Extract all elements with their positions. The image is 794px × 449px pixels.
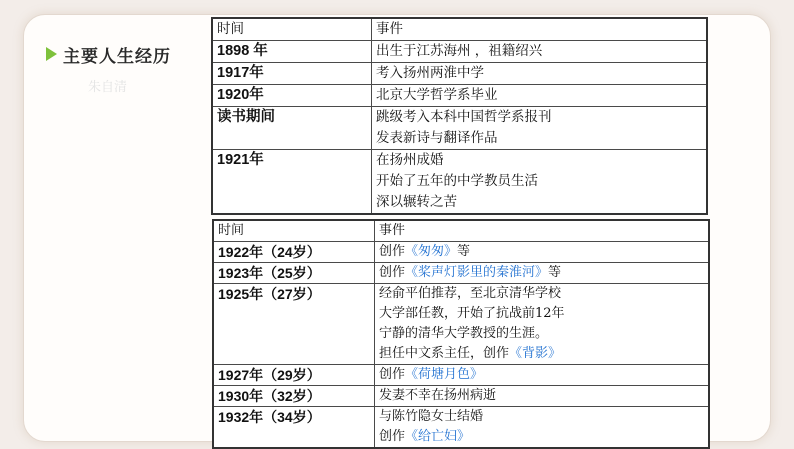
event-cell bbox=[372, 150, 708, 215]
work-title: 《给亡妇》 bbox=[405, 429, 471, 444]
event-line bbox=[379, 304, 704, 324]
event-line bbox=[379, 324, 704, 344]
event-line: 考入扬州两淮中学 bbox=[376, 65, 484, 81]
table-row bbox=[213, 365, 709, 386]
event-line bbox=[379, 427, 704, 447]
section-title: 主要人生经历 bbox=[63, 46, 171, 67]
event-cell bbox=[375, 365, 710, 386]
event-text: 创作 bbox=[379, 429, 406, 444]
event-line bbox=[379, 263, 704, 283]
time-cell: 1925年（27岁） bbox=[213, 284, 375, 365]
column-header: 事件 bbox=[372, 18, 708, 41]
table-row bbox=[212, 107, 707, 150]
work-title: 《背影》 bbox=[509, 346, 562, 361]
event-line: 在扬州成婚 bbox=[376, 152, 444, 168]
table-row bbox=[212, 63, 707, 85]
table-row bbox=[212, 150, 707, 215]
event-cell bbox=[372, 107, 708, 150]
event-cell bbox=[372, 63, 708, 85]
event-cell bbox=[375, 242, 710, 263]
work-title: 《匆匆》 bbox=[405, 244, 458, 259]
time-cell: 1927年（29岁） bbox=[213, 365, 375, 386]
event-line bbox=[379, 407, 704, 427]
event-line: 北京大学哲学系毕业 bbox=[376, 87, 498, 103]
table-row bbox=[213, 284, 709, 365]
table-header-row bbox=[212, 18, 707, 41]
table-header-row bbox=[213, 220, 709, 242]
time-cell: 1917年 bbox=[212, 63, 372, 85]
event-text: 经俞平伯推荐，至北京清华学校 bbox=[379, 286, 562, 301]
column-header: 时间 bbox=[212, 18, 372, 41]
event-line bbox=[379, 344, 704, 364]
event-cell bbox=[375, 386, 710, 407]
time-cell: 1923年（25岁） bbox=[213, 263, 375, 284]
table-row bbox=[212, 41, 707, 63]
event-line bbox=[379, 386, 704, 406]
time-cell: 1932年（34岁） bbox=[213, 407, 375, 449]
time-cell: 1930年（32岁） bbox=[213, 386, 375, 407]
event-text: 发妻不幸在扬州病逝 bbox=[379, 388, 497, 403]
event-line bbox=[379, 365, 704, 385]
table-row bbox=[212, 85, 707, 107]
section-heading bbox=[46, 42, 171, 66]
event-line: 开始了五年的中学教员生活 bbox=[376, 173, 538, 189]
event-line: 发表新诗与翻译作品 bbox=[376, 130, 498, 146]
time-cell: 1921年 bbox=[212, 150, 372, 215]
table-row bbox=[213, 407, 709, 449]
event-line: 出生于江苏海州 ，祖籍绍兴 bbox=[376, 43, 543, 59]
timeline-table-early bbox=[211, 17, 708, 215]
green-triangle-icon bbox=[46, 47, 57, 61]
event-text: 大学部任教，开始了抗战前12年 bbox=[379, 306, 565, 321]
event-text: 宁静的清华大学教授的生涯。 bbox=[379, 326, 549, 341]
event-cell bbox=[375, 284, 710, 365]
event-text: 创作 bbox=[379, 244, 406, 259]
event-text: 创作 bbox=[379, 265, 406, 280]
event-text: 等 bbox=[548, 265, 562, 280]
event-text: 等 bbox=[457, 244, 471, 259]
time-cell: 1922年（24岁） bbox=[213, 242, 375, 263]
time-cell: 1898 年 bbox=[212, 41, 372, 63]
event-cell bbox=[372, 85, 708, 107]
column-header: 时间 bbox=[213, 220, 375, 242]
column-header: 事件 bbox=[375, 220, 710, 242]
event-cell bbox=[375, 407, 710, 449]
table-row bbox=[213, 242, 709, 263]
event-line: 深以辗转之苦 bbox=[376, 194, 457, 210]
work-title: 《桨声灯影里的秦淮河》 bbox=[405, 265, 549, 280]
faded-caption: 朱自清 bbox=[88, 80, 128, 95]
event-cell bbox=[372, 41, 708, 63]
table-row bbox=[213, 263, 709, 284]
event-line: 跳级考入本科中国哲学系报刊 bbox=[376, 109, 552, 125]
work-title: 《荷塘月色》 bbox=[405, 367, 484, 382]
time-cell: 读书期间 bbox=[212, 107, 372, 150]
timeline-table-career bbox=[212, 219, 710, 449]
event-text: 创作 bbox=[379, 367, 406, 382]
event-cell bbox=[375, 263, 710, 284]
time-cell: 1920年 bbox=[212, 85, 372, 107]
event-text: 与陈竹隐女士结婚 bbox=[379, 409, 484, 424]
event-line bbox=[379, 284, 704, 304]
event-text: 担任中文系主任，创作 bbox=[379, 346, 510, 361]
table-row bbox=[213, 386, 709, 407]
event-line bbox=[379, 242, 704, 262]
